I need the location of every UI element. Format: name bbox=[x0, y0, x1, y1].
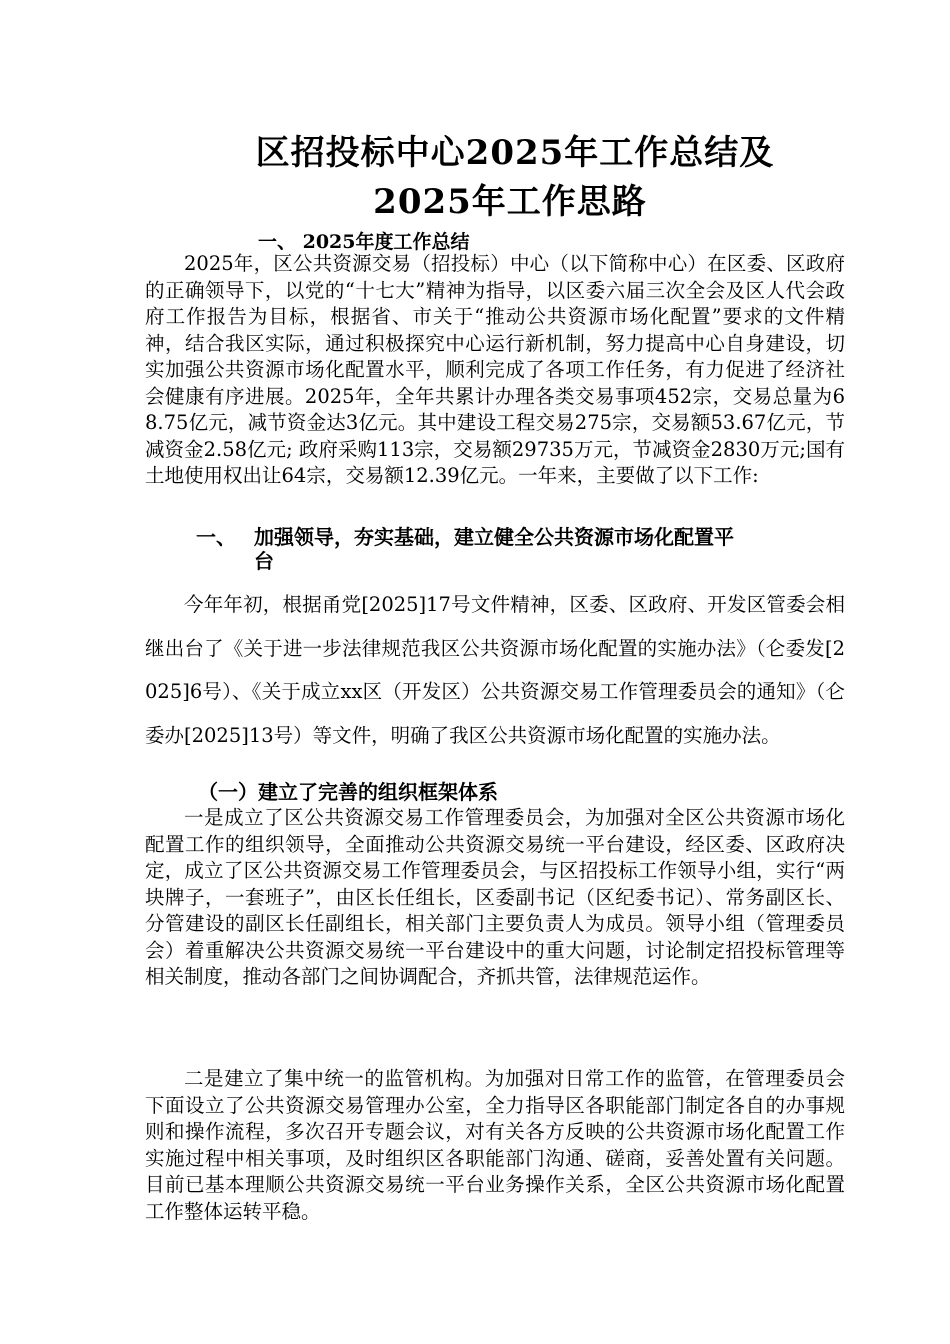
subheading-organization-framework: （一）建立了完善的组织框架体系 bbox=[198, 780, 498, 804]
document-title-line-1: 区招投标中心2025年工作总结及 bbox=[255, 133, 775, 173]
section-heading-continuation: 台 bbox=[254, 549, 274, 573]
section-heading-number: 一、 bbox=[196, 525, 236, 549]
paragraph-management-committee: 一是成立了区公共资源交易工作管理委员会，为加强对全区公共资源市场化配置工作的组织领导，全面推动公共资源交易统一平台建设，经区委、区政府决定，成立了区公共资源交易工作管理委员会，与区招投标工作领导小组，实行“两块牌子，一套班子”，由区长任组长，区委副书记（区纪委书记）、常务副区长、分管建设的副区长任副组长，相关部门主要负责人为成员。领导小组（管理委员会）着重解决公共资源交易统一平台建设中的重大问题，讨论制定招投标管理等相关制度，推动各部门之间协调配合，齐抓共管，法律规范运作。 bbox=[145, 806, 845, 988]
paragraph-policy-documents: 今年年初，根据甬党[2025]17号文件精神，区委、区政府、开发区管委会相继出台了《关于进一步法律规范我区公共资源市场化配置的实施办法》（仑委发[2025]6号）、《关于成立xx区（开发区）公共资源交易工作管理委员会的通知》（仑委办[2025]13号）等文件，明确了我区公共资源市场化配置的实施办法。 bbox=[145, 593, 845, 747]
section-heading-text: 加强领导，夯实基础，建立健全公共资源市场化配置平 bbox=[254, 525, 734, 549]
intro-paragraph: 2025年，区公共资源交易（招投标）中心（以下简称中心）在区委、区政府的正确领导下，以党的“十七大”精神为指导，以区委六届三次全会及区人代会政府工作报告为目标，根据省、市关于“推动公共资源市场化配置”要求的文件精神，结合我区实际，通过积极探究中心运行新机制，努力提高中心自身建设，切实加强公共资源市场化配置水平，顺利完成了各项工作任务，有力促进了经济社会健康有序进展。2025年，全年共累计办理各类交易事项452宗，交易总量为68.75亿元，减节资金达3亿元。其中建设工程交易275宗，交易额53.67亿元，节减资金2.58亿元; 政府采购113宗，交易额29735万元，节减资金2830万元;国有土地使用权出让64宗，交易额12.39亿元。一年来，主要做了以下工作: bbox=[145, 252, 845, 487]
paragraph-supervision-agency: 二是建立了集中统一的监管机构。为加强对日常工作的监管，在管理委员会下面设立了公共资源交易管理办公室，全力指导区各职能部门制定各自的办事规则和操作流程，多次召开专题会议，对有关各方反映的公共资源市场化配置工作实施过程中相关事项，及时组织区各职能部门沟通、磋商，妥善处置有关问题。目前已基本理顺公共资源交易统一平台业务操作关系，全区公共资源市场化配置工作整体运转平稳。 bbox=[145, 1067, 845, 1223]
document-title-line-2: 2025年工作思路 bbox=[373, 182, 647, 222]
section-heading-1 bbox=[196, 525, 848, 573]
heading-annual-summary: 一、 2025年度工作总结 bbox=[258, 231, 470, 253]
